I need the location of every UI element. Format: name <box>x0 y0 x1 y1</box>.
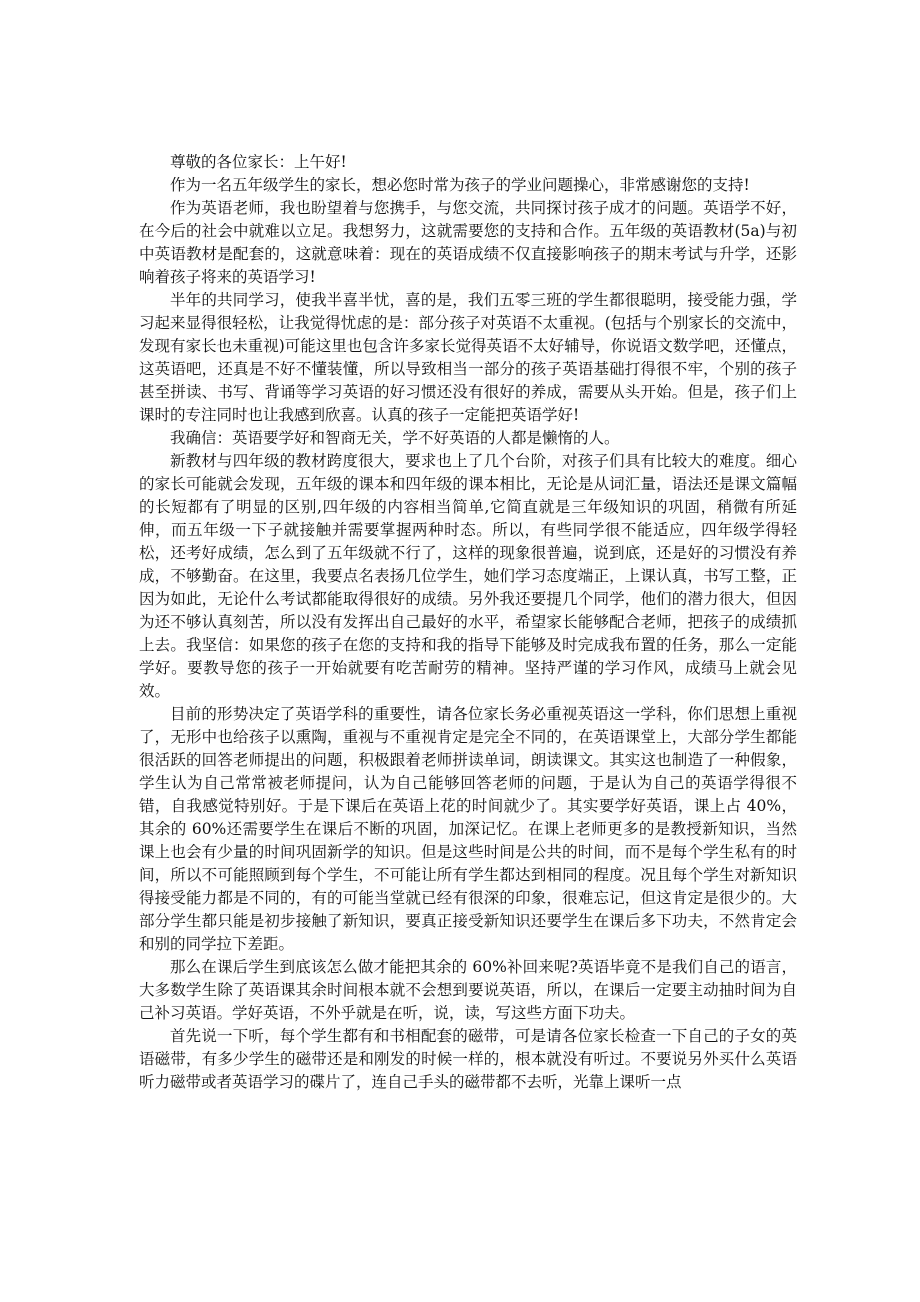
paragraph: 新教材与四年级的教材跨度很大，要求也上了几个台阶，对孩子们具有比较大的难度。细心的家长可能就会发现，五年级的课本和四年级的课本相比，无论是从词汇量，语法还是课文篇幅的长短都有了明显的区别,四年级的内容相当简单,它简直就是三年级知识的巩固，稍微有所延伸，而五年级一下子就接触并需要掌握两种时态。所以，有些同学很不能适应，四年级学得轻松，还考好成绩，怎么到了五年级就不行了，这样的现象很普遍，说到底，还是好的习惯没有养成，不够勤奋。在这里，我要点名表扬几位学生，她们学习态度端正，上课认真，书写工整，正因为如此，无论什么考试都能取得很好的成绩。另外我还要提几个同学，他们的潜力很大，但因为还不够认真刻苦，所以没有发挥出自己最好的水平，希望家长能够配合老师，把孩子的成绩抓上去。我坚信：如果您的孩子在您的支持和我的指导下能够及时完成我布置的任务，那么一定能学好。要教导您的孩子一开始就要有吃苦耐劳的精神。坚持严谨的学习作风，成绩马上就会见效。 <box>139 452 797 700</box>
paragraph: 首先说一下听，每个学生都有和书相配套的磁带，可是请各位家长检查一下自己的子女的英语磁带，有多少学生的磁带还是和刚发的时候一样的，根本就没有听过。不要说另外买什么英语听力磁带或者英语学习的碟片了，连自己手头的磁带都不去听，光靠上课听一点 <box>139 1027 797 1091</box>
paragraph: 作为一名五年级学生的家长，想必您时常为孩子的学业问题操心，非常感谢您的支持! <box>170 176 750 194</box>
document-body <box>139 151 797 1094</box>
paragraph: 作为英语老师，我也盼望着与您携手，与您交流，共同探讨孩子成才的问题。英语学不好，在今后的社会中就难以立足。我想努力，这就需要您的支持和合作。五年级的英语教材(5a)与初中英语教材是配套的，这就意味着：现在的英语成绩不仅直接影响孩子的期末考试与升学，还影响着孩子将来的英语学习! <box>139 199 797 286</box>
paragraph: 半年的共同学习，使我半喜半忧，喜的是，我们五零三班的学生都很聪明，接受能力强，学习起来显得很轻松，让我觉得忧虑的是：部分孩子对英语不太重视。(包括与个别家长的交流中，发现有家长也未重视)可能这里也包含许多家长觉得英语不太好辅导，你说语文数学吧，还懂点，这英语吧，还真是不好不懂装懂，所以导致相当一部分的孩子英语基础打得很不牢，个别的孩子甚至拼读、书写、背诵等学习英语的好习惯还没有很好的养成，需要从头开始。但是，孩子们上课时的专注同时也让我感到欣喜。认真的孩子一定能把英语学好! <box>139 291 797 424</box>
paragraph: 那么在课后学生到底该怎么做才能把其余的 60%补回来呢?英语毕竟不是我们自己的语言，大多数学生除了英语课其余时间根本就不会想到要说英语，所以，在课后一定要主动抽时间为自己补习英语。学好英语，不外乎就是在听，说，读，写这些方面下功夫。 <box>139 958 797 1022</box>
paragraph: 我确信：英语要学好和智商无关，学不好英语的人都是懒惰的人。 <box>170 429 620 447</box>
paragraph: 目前的形势决定了英语学科的重要性，请各位家长务必重视英语这一学科，你们思想上重视了，无形中也给孩子以熏陶，重视与不重视肯定是完全不同的，在英语课堂上，大部分学生都能很活跃的回答老师提出的问题，积极跟着老师拼读单词，朗读课文。其实这也制造了一种假象，学生认为自己常常被老师提问，认为自己能够回答老师的问题，于是认为自己的英语学得很不错，自我感觉特别好。于是下课后在英语上花的时间就少了。其实要学好英语，课上占 40%，其余的 60%还需要学生在课后不断的巩固，加深记忆。在课上老师更多的是教授新知识，当然课上也会有少量的时间巩固新学的知识。但是这些时间是公共的时间，而不是每个学生私有的时间，所以不可能照顾到每个学生，不可能让所有学生都达到相同的程度。况且每个学生对新知识得接受能力都是不同的，有的可能当堂就已经有很深的印象，很难忘记，但这肯定是很少的。大部分学生都只能是初步接触了新知识，要真正接受新知识还要学生在课后多下功夫，不然肯定会和别的同学拉下差距。 <box>139 705 797 953</box>
greeting: 尊敬的各位家长：上午好! <box>170 153 347 171</box>
